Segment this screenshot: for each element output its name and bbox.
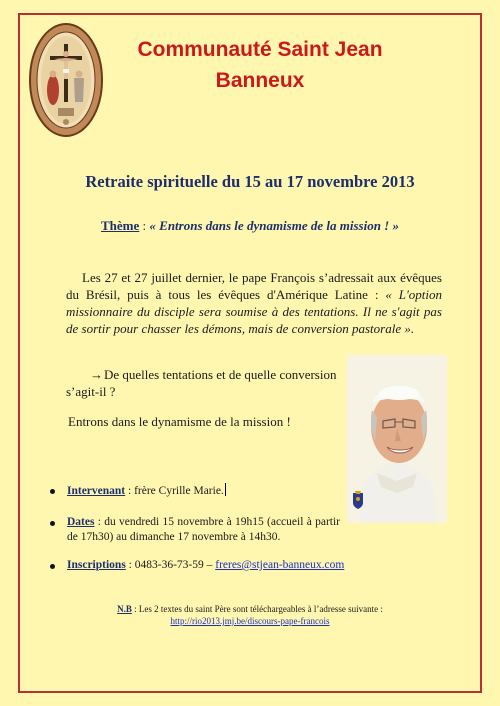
question-line (66, 366, 346, 400)
community-seal-logo (28, 22, 104, 138)
arrow-icon: → (90, 367, 103, 382)
email-link[interactable]: freres@stjean-banneux.com (215, 559, 345, 571)
question-text: De quelles tentations et de quelle conversion s’agit-il ? (66, 367, 337, 399)
pope-photo (347, 355, 447, 523)
nb-label: N.B (117, 604, 132, 614)
community-location: Banneux (215, 69, 305, 92)
intro-quote: « L'option missionnaire du disciple sera soumise à des tentations. Il ne s'agit pas de sortir pour chasser les démons, mais de conversion pastorale ». (66, 287, 442, 336)
retreat-title: Retraite spirituelle du 15 au 17 novembre 2013 (85, 172, 415, 191)
theme-line (30, 218, 470, 234)
theme-label: Thème (101, 218, 140, 233)
text-cursor (225, 483, 226, 496)
speaker-text: : frère Cyrille Marie. (125, 485, 224, 497)
dates-text: : du vendredi 15 novembre à 19h15 (accueil à partir de 17h30) au dimanche 17 novembre à 14h30. (67, 516, 340, 543)
community-header (110, 34, 410, 96)
intro-paragraph (66, 269, 442, 337)
speaker-label: Intervenant (67, 485, 126, 497)
inscriptions-phone: : 0483-36-73-59 – (125, 559, 216, 571)
inscriptions-label: Inscriptions (67, 559, 126, 571)
inscriptions-item (50, 558, 380, 573)
theme-separator: : (139, 218, 150, 233)
theme-repeat: Entrons dans le dynamisme de la mission ! (68, 414, 291, 429)
dates-label: Dates (67, 516, 95, 528)
nb-text: : Les 2 textes du saint Père sont téléchargeables à l’adresse suivante : (131, 604, 383, 614)
bullet-icon (50, 564, 55, 569)
bullet-icon (50, 489, 55, 494)
speaker-item (50, 483, 350, 499)
community-name: Communauté Saint Jean (137, 38, 383, 61)
theme-quote: « Entrons dans le dynamisme de la mission ! » (149, 218, 399, 233)
intro-text: Les 27 et 27 juillet dernier, le pape François s’adressait aux évêques du Brésil, puis à tous les évêques d'Amérique Latine : (66, 270, 442, 302)
dates-item (50, 515, 340, 545)
download-link[interactable]: http://rio2013.jmj.be/discours-pape-francois (170, 616, 330, 626)
bullet-icon (50, 521, 55, 526)
footer-note (60, 603, 440, 627)
